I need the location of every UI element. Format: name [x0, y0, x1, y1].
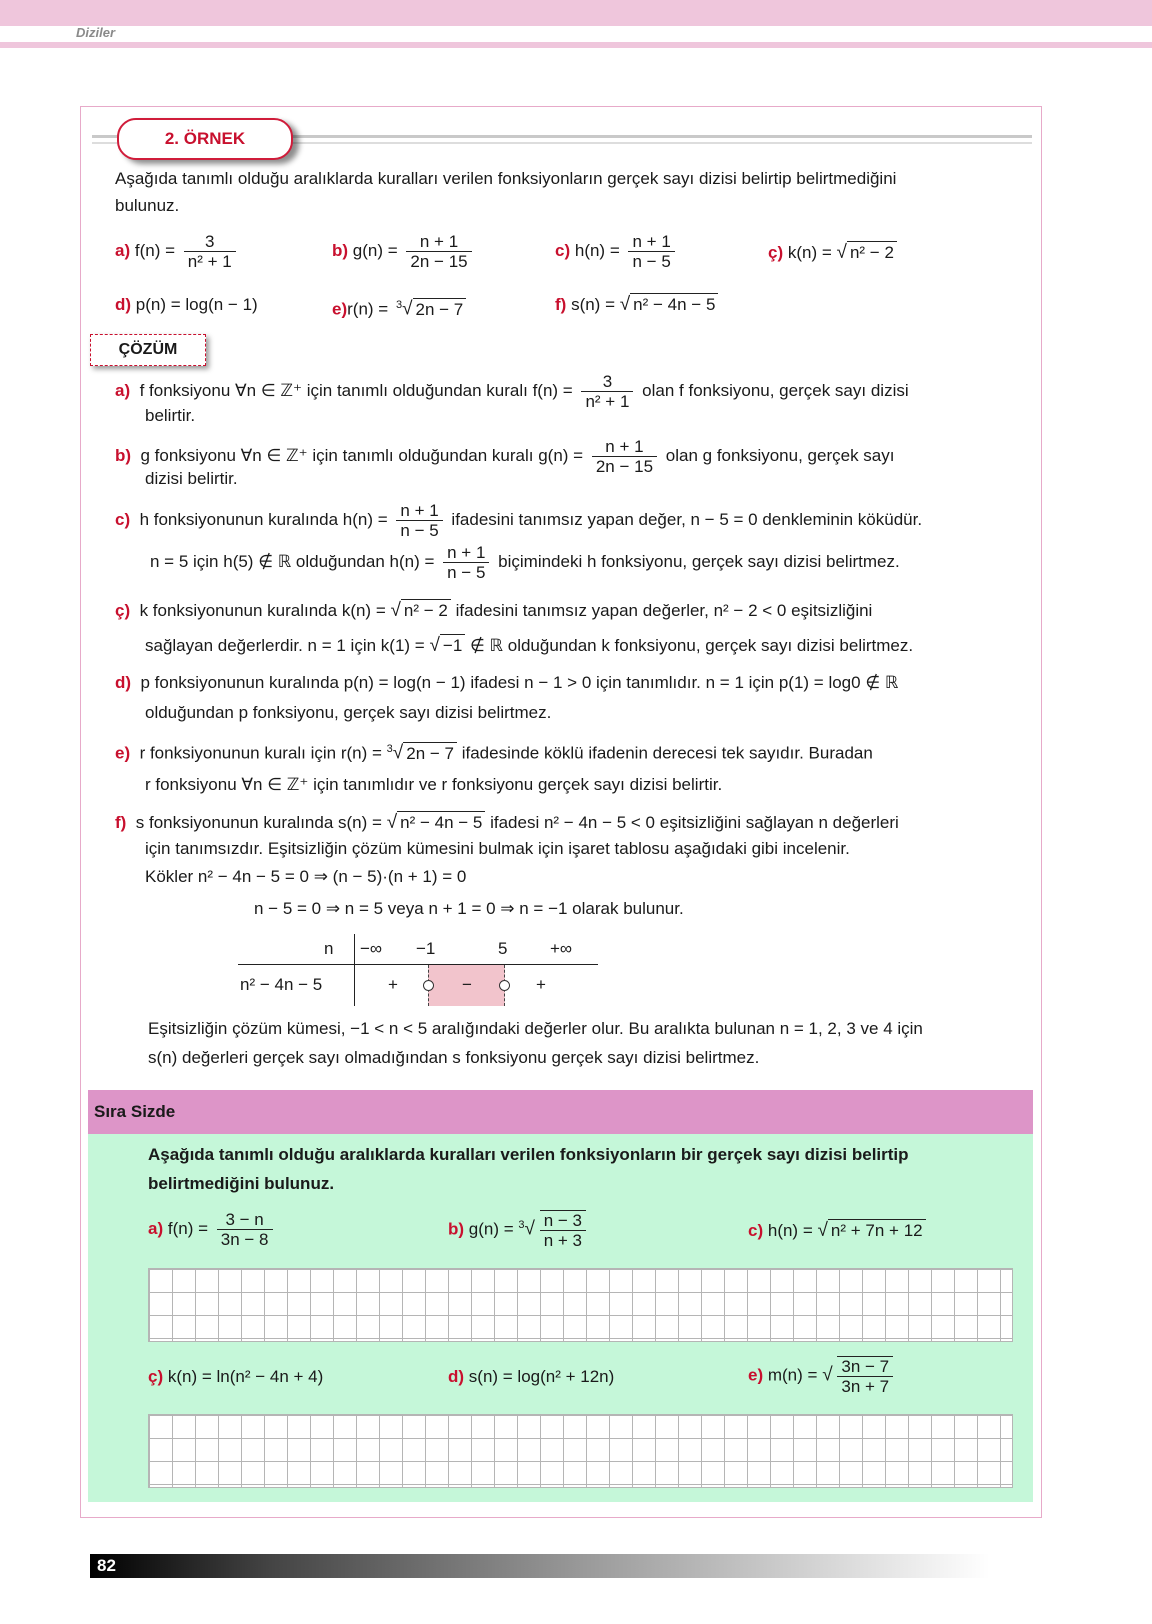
- solution-cc-line2: sağlayan değerlerdir. n = 1 için k(1) = √ −1 ∉ ℝ olduğundan k fonksiyonu, gerçek sayı dizisi belirtmez.: [145, 635, 914, 656]
- exercise-item-d: d) s(n) = log(n² + 12n): [448, 1367, 615, 1386]
- fraction: $\frac{3 - n}{3n - 8}$: [217, 1210, 273, 1249]
- open-circle-left: [423, 980, 434, 991]
- exercise-item-c: c) h(n) = √ n² + 7n + 12: [748, 1218, 926, 1244]
- solution-c-line1: c) h fonksiyonunun kuralında h(n) = $\frac{n + 1}{n - 5}$ ifadesini tanımsız yapan değer, n − 5 = 0 denkleminin köküdür.: [115, 501, 923, 540]
- exercise-intro-1: Aşağıda tanımlı olduğu aralıklarda kuralları verilen fonksiyonların bir gerçek sayı dizisi belirtip: [148, 1145, 909, 1164]
- example-badge: 2. ÖRNEK: [117, 118, 293, 160]
- fraction: $\frac{n + 1}{2n - 15}$: [592, 437, 657, 476]
- solution-f-line5: Eşitsizliğin çözüm kümesi, −1 < n < 5 aralığındaki değerler olur. Bu aralıkta bulunan n = 1, 2, 3 ve 4 için: [148, 1019, 923, 1038]
- solution-badge: ÇÖZÜM: [90, 334, 206, 366]
- sign-minus: −: [462, 975, 472, 994]
- table-neg-inf: −∞: [360, 939, 383, 958]
- top-band: [0, 0, 1152, 26]
- exercise-item-b: b) g(n) = $^3$√ $\frac{n - 3}{n + 3}$: [448, 1210, 590, 1250]
- solution-f-line4: n − 5 = 0 ⇒ n = 5 veya n + 1 = 0 ⇒ n = −1 olarak bulunur.: [254, 899, 684, 918]
- open-circle-right: [499, 980, 510, 991]
- solution-d-line1: d) p fonksiyonunun kuralında p(n) = log(n − 1) ifadesi n − 1 > 0 için tanımlıdır. n = 1 için p(1) = log0 ∉ ℝ: [115, 673, 899, 692]
- sign-table: [238, 934, 598, 1006]
- table-root-1: −1: [416, 939, 436, 958]
- exercise-item-a: a) f(n) = $\frac{3 - n}{3n - 8}$: [148, 1210, 277, 1249]
- table-pos-inf: +∞: [550, 939, 573, 958]
- example-item-d: d) p(n) = log(n − 1): [115, 295, 258, 314]
- solution-e-line2: r fonksiyonu ∀n ∈ ℤ⁺ için tanımlıdır ve r fonksiyonu gerçek sayı dizisi belirtir.: [145, 775, 723, 794]
- table-root-2: 5: [498, 939, 508, 958]
- solution-d-line2: olduğundan p fonksiyonu, gerçek sayı dizisi belirtmez.: [145, 703, 552, 722]
- solution-f-line2: için tanımsızdır. Eşitsizliğin çözüm kümesini bulmak için işaret tablosu aşağıdaki gibi incelenir.: [145, 839, 850, 858]
- example-intro-2: bulunuz.: [115, 196, 180, 215]
- example-item-f: f) s(n) = √ n² − 4n − 5: [555, 292, 718, 318]
- solution-f-line3: Kökler n² − 4n − 5 = 0 ⇒ (n − 5)·(n + 1) = 0: [145, 867, 467, 886]
- sign-plus-1: +: [388, 975, 398, 994]
- example-item-e: e)r(n) = $^3$√ 2n − 7: [332, 292, 466, 323]
- solution-a-line1: a) f fonksiyonu ∀n ∈ ℤ⁺ için tanımlı olduğundan kuralı f(n) = $\frac{3}{\text{n² + 1}}$ olan f fonksiyonu, gerçek sayı dizisi: [115, 372, 909, 411]
- fraction: $\frac{3}{\text{n² + 1}}$: [184, 232, 236, 271]
- fraction: $\frac{n + 1}{n - 5}$: [443, 543, 489, 582]
- table-row-label: n² − 4n − 5: [240, 975, 323, 994]
- exercise-item-cc: ç) k(n) = ln(n² − 4n + 4): [148, 1367, 324, 1386]
- header-rule: [0, 42, 1152, 48]
- answer-grid-2[interactable]: [148, 1414, 1013, 1488]
- table-var: n: [324, 939, 334, 958]
- solution-f-line6: s(n) değerleri gerçek sayı olmadığından s fonksiyonu gerçek sayı dizisi belirtmez.: [148, 1048, 760, 1067]
- exercise-item-e: e) m(n) = √ $\frac{3n - 7}{3n + 7}$: [748, 1356, 897, 1396]
- running-header: Diziler: [76, 25, 116, 40]
- example-item-cc: ç) k(n) = √ n² − 2: [768, 240, 897, 266]
- fraction: $\frac{n + 1}{2n - 15}$: [406, 232, 471, 271]
- exercise-intro-2: belirtmediğini bulunuz.: [148, 1174, 335, 1193]
- answer-grid-1[interactable]: [148, 1268, 1013, 1342]
- fraction: $\frac{n + 1}{n - 5}$: [628, 232, 674, 271]
- sign-plus-2: +: [536, 975, 546, 994]
- fraction: $\frac{3}{\text{n² + 1}}$: [581, 372, 633, 411]
- solution-f-line1: f) s fonksiyonunun kuralında s(n) = √ n² − 4n − 5 ifadesi n² − 4n − 5 < 0 eşitsizliğini sağlayan n değerleri: [115, 812, 899, 833]
- example-intro-1: Aşağıda tanımlı olduğu aralıklarda kuralları verilen fonksiyonların gerçek sayı dizisi belirtip belirtmediğini: [115, 169, 897, 188]
- solution-e-line1: e) r fonksiyonunun kuralı için r(n) = $^3$√ 2n − 7 ifadesinde köklü ifadenin derecesi tek sayıdır. Buradan: [115, 742, 873, 764]
- solution-b-line2: dizisi belirtir.: [145, 469, 238, 488]
- fraction: $\frac{n + 1}{n - 5}$: [396, 501, 442, 540]
- fraction: $\frac{3n - 7}{3n + 7}$: [837, 1356, 893, 1396]
- fraction: $\frac{n - 3}{n + 3}$: [540, 1210, 586, 1250]
- solution-a-line2: belirtir.: [145, 406, 196, 425]
- example-item-b: b) g(n) = $\frac{n + 1}{2n - 15}$: [332, 232, 476, 271]
- solution-cc-line1: ç) k fonksiyonunun kuralında k(n) = √ n² − 2 ifadesini tanımsız yapan değerler, n² − 2 < 0 eşitsizliğini: [115, 600, 873, 621]
- page-number-bar: [90, 1554, 990, 1578]
- example-item-c: c) h(n) = $\frac{n + 1}{n - 5}$: [555, 232, 679, 271]
- example-item-a: a) f(n) = $\frac{3}{\text{n² + 1}}$: [115, 232, 240, 271]
- page-number: 82: [97, 1556, 116, 1575]
- exercise-title: Sıra Sizde: [88, 1090, 1033, 1134]
- solution-b-line1: b) g fonksiyonu ∀n ∈ ℤ⁺ için tanımlı olduğundan kuralı g(n) = $\frac{n + 1}{2n - 15}$ olan g fonksiyonu, gerçek sayı: [115, 437, 895, 476]
- solution-c-line2: n = 5 için h(5) ∉ ℝ olduğundan h(n) = $\frac{n + 1}{n - 5}$ biçimindeki h fonksiyonu, gerçek sayı dizisi belirtmez.: [150, 543, 900, 582]
